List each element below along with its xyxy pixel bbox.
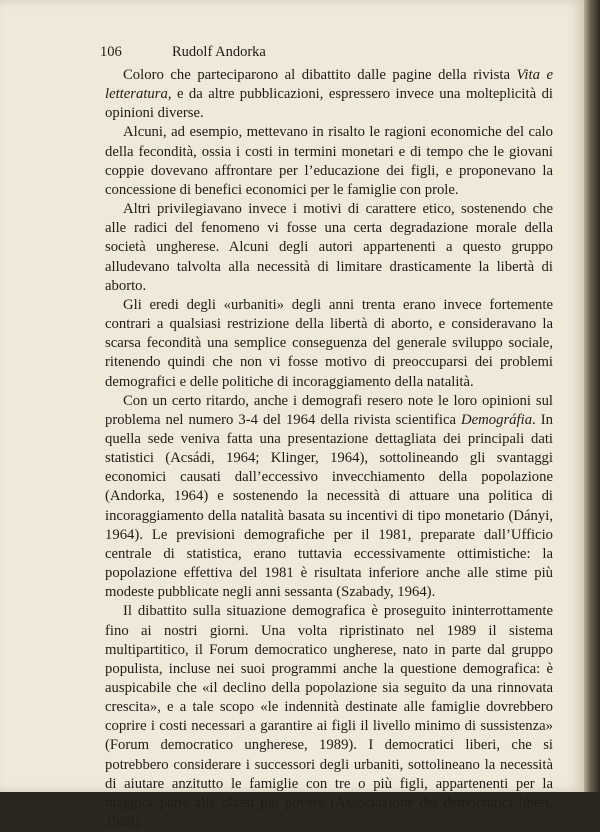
- body-text: [105, 66, 553, 832]
- running-head-author: Rudolf Andorka: [172, 44, 266, 60]
- page-edge-shadow: [584, 0, 600, 792]
- running-header: [100, 44, 266, 61]
- journal-title: Vita e letteratura: [105, 67, 554, 103]
- text-segment: Con un certo ritardo, anche i demografi resero note le loro opinioni sul problema nel numero 3-4 del 1964 della rivista scientifica: [105, 392, 553, 428]
- text-segment: , e da altre pubblicazioni, espressero invece una molteplicità di opinioni diverse.: [105, 86, 553, 122]
- paragraph: [105, 296, 553, 392]
- paragraph: [105, 602, 553, 832]
- text-segment: Alcuni, ad esempio, mettevano in risalto le ragioni economiche del calo della fecondità, ossia i costi in termini monetari e di tempo che le giovani coppie dovevano affrontare per l’educazione dei figli, e proponevano la concessione di benefici economici per le famiglie con prole.: [105, 124, 553, 198]
- paragraph: [105, 392, 553, 603]
- page-number: 106: [100, 44, 122, 60]
- text-segment: Altri privilegiavano invece i motivi di carattere etico, sostenendo che alle radici del fenomeno vi fosse una certa degradazione morale della società ungherese. Alcuni degli autori appartenenti a questo gruppo alludevano talvolta alla necessità di limitare drasticamente la libertà di aborto.: [105, 201, 553, 294]
- paragraph: [105, 200, 553, 296]
- journal-title: Demográfia: [461, 411, 533, 428]
- paragraph: [105, 66, 553, 123]
- text-segment: Coloro che parteciparono al dibattito dalle pagine della rivista: [123, 67, 517, 83]
- paragraph: [105, 123, 553, 200]
- text-segment: . In quella sede veniva fatta una presentazione dettagliata dei principali dati statistici (Acsádi, 1964; Klinger, 1964), sottolineando gli svantaggi economici causati dall’eccessivo invecchiamento della popolazione (Andorka, 1964) e sostenendo la necessità di attuare una politica di incoraggiamento della natalità basata su incentivi di tipo monetario (Dányi, 1964). Le previsioni demografiche per il 1981, preparate dall’Ufficio centrale di statistica, erano tuttavia eccessivamente ottimistiche: la popolazione effettiva del 1981 è risultata inferiore anche alle stime più modeste pubblicate negli anni sessanta (Szabady, 1964).: [105, 411, 553, 601]
- text-segment: Gli eredi degli «urbaniti» degli anni trenta erano invece fortemente contrari a qualsiasi restrizione della libertà di aborto, e consideravano la scarsa fecondità una semplice conseguenza del generale sviluppo sociale, ritenendo quindi che non vi fosse motivo di preoccuparsi dei problemi demografici e delle politiche di incoraggiamento della natalità.: [105, 296, 553, 390]
- text-segment: Il dibattito sulla situazione demografica è proseguito ininterrottamente fino ai nostri giorni. Una volta ripristinato nel 1989 il sistema multipartitico, il Forum democratico ungherese, nato in parte dal gruppo populista, incluse nei suoi programmi anche la questione demografica: è auspicabile che «il declino della popolazione sia seguito da una rinnovata crescita», e a tale scopo «le indennità destinate alle famiglie dovrebbero coprire i costi necessari a garantire ai figli il livello minimo di sussistenza» (Forum democratico ungherese, 1989). I democratici liberi, che si potrebbero considerare i successori degli urbaniti, sottolineano la necessità di aiutare anzitutto le famiglie con tre o più figli, appartenenti per la maggior parte alle classi più povere (Associazione dei democratici liberi, 1989).: [105, 603, 553, 831]
